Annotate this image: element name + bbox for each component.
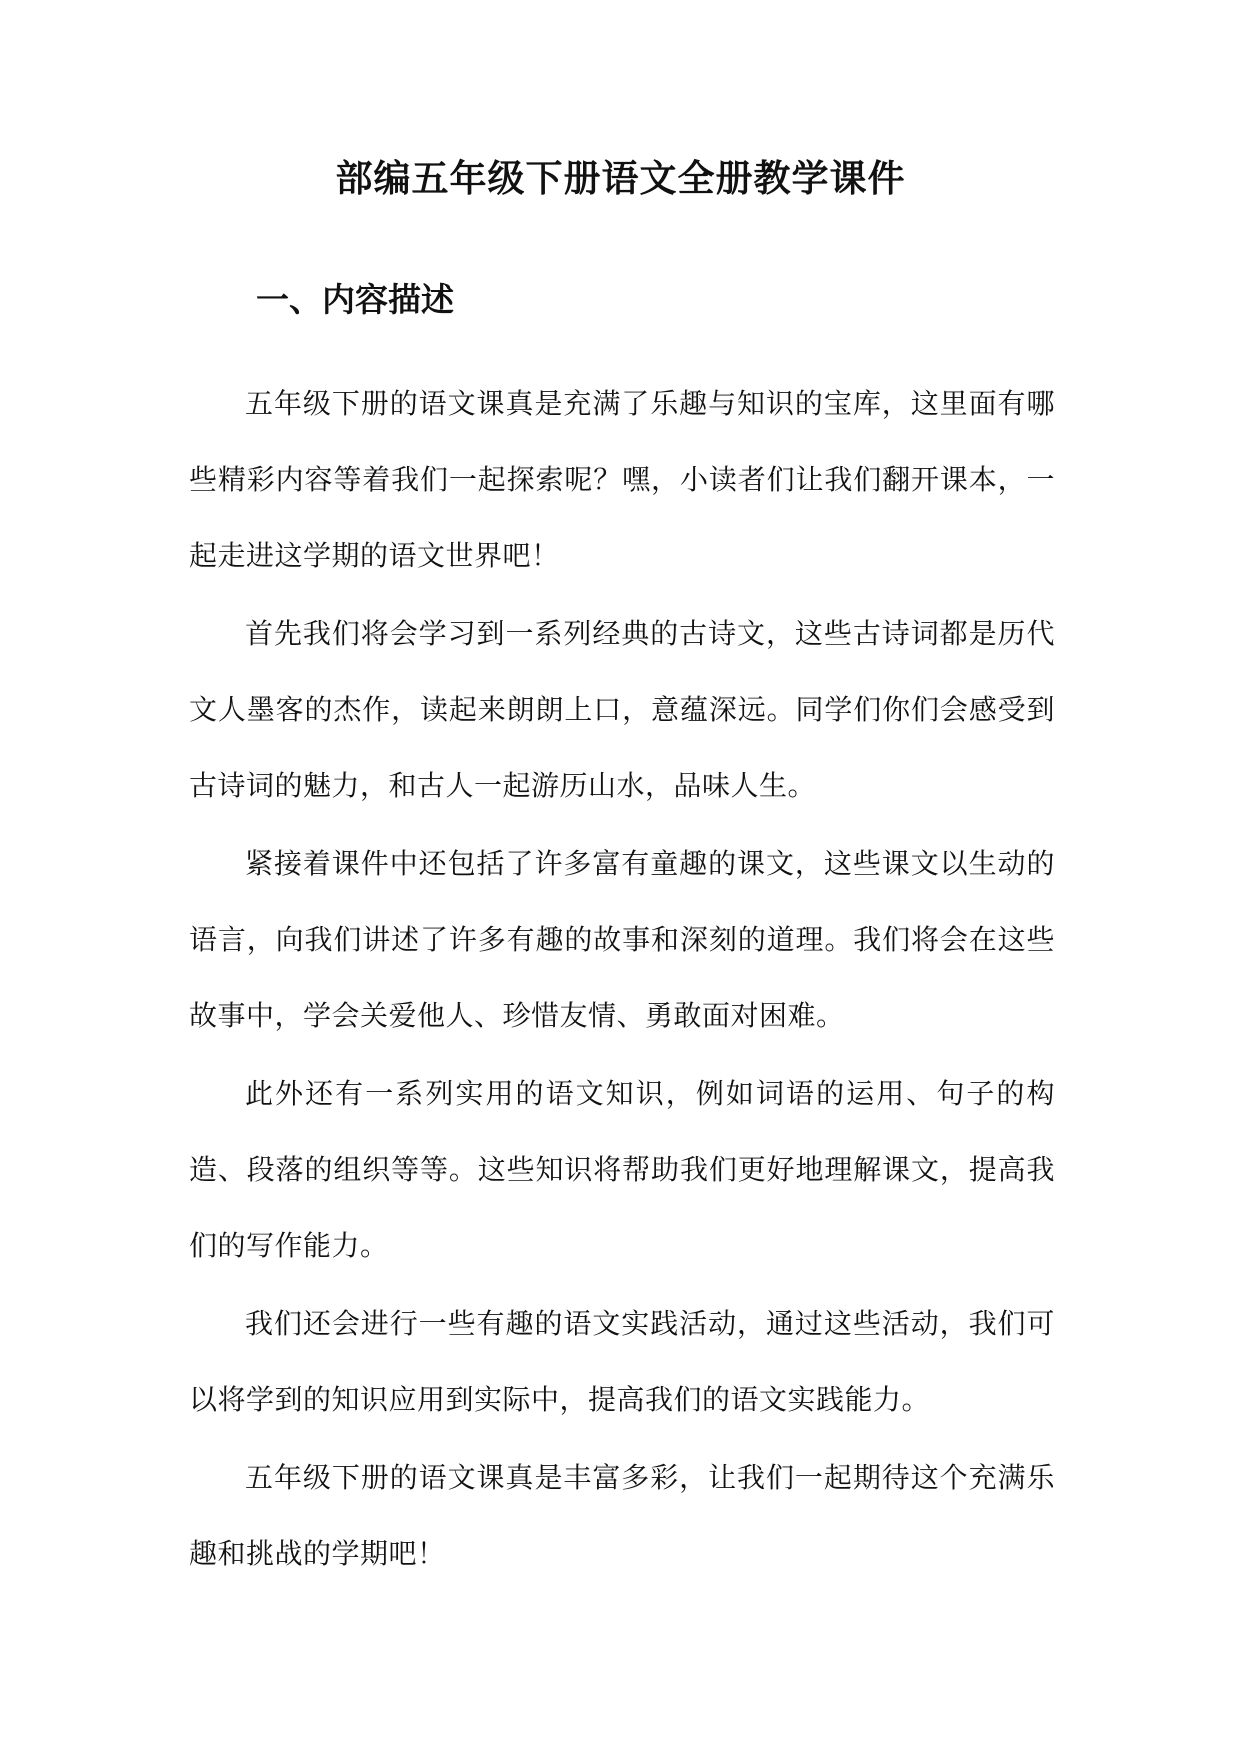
paragraph: 我们还会进行一些有趣的语文实践活动，通过这些活动，我们可以将学到的知识应用到实际中，提高我们的语文实践能力。 <box>189 1307 1055 1416</box>
paragraph: 五年级下册的语文课真是充满了乐趣与知识的宝库，这里面有哪些精彩内容等着我们一起探索呢？嘿，小读者们让我们翻开课本，一起走进这学期的语文世界吧！ <box>189 387 1055 572</box>
paragraph: 紧接着课件中还包括了许多富有童趣的课文，这些课文以生动的语言，向我们讲述了许多有趣的故事和深刻的道理。我们将会在这些故事中，学会关爱他人、珍惜友情、勇敢面对困难。 <box>189 847 1055 1032</box>
document-title: 部编五年级下册语文全册教学课件 <box>335 156 906 200</box>
section-heading: 一、内容描述 <box>256 280 454 319</box>
document-body <box>189 366 1055 1594</box>
paragraph: 此外还有一系列实用的语文知识，例如词语的运用、句子的构造、段落的组织等等。这些知识将帮助我们更好地理解课文，提高我们的写作能力。 <box>189 1077 1055 1262</box>
paragraph: 首先我们将会学习到一系列经典的古诗文，这些古诗词都是历代文人墨客的杰作，读起来朗朗上口，意蕴深远。同学们你们会感受到古诗词的魅力，和古人一起游历山水，品味人生。 <box>189 617 1055 802</box>
paragraph: 五年级下册的语文课真是丰富多彩，让我们一起期待这个充满乐趣和挑战的学期吧！ <box>189 1461 1055 1570</box>
